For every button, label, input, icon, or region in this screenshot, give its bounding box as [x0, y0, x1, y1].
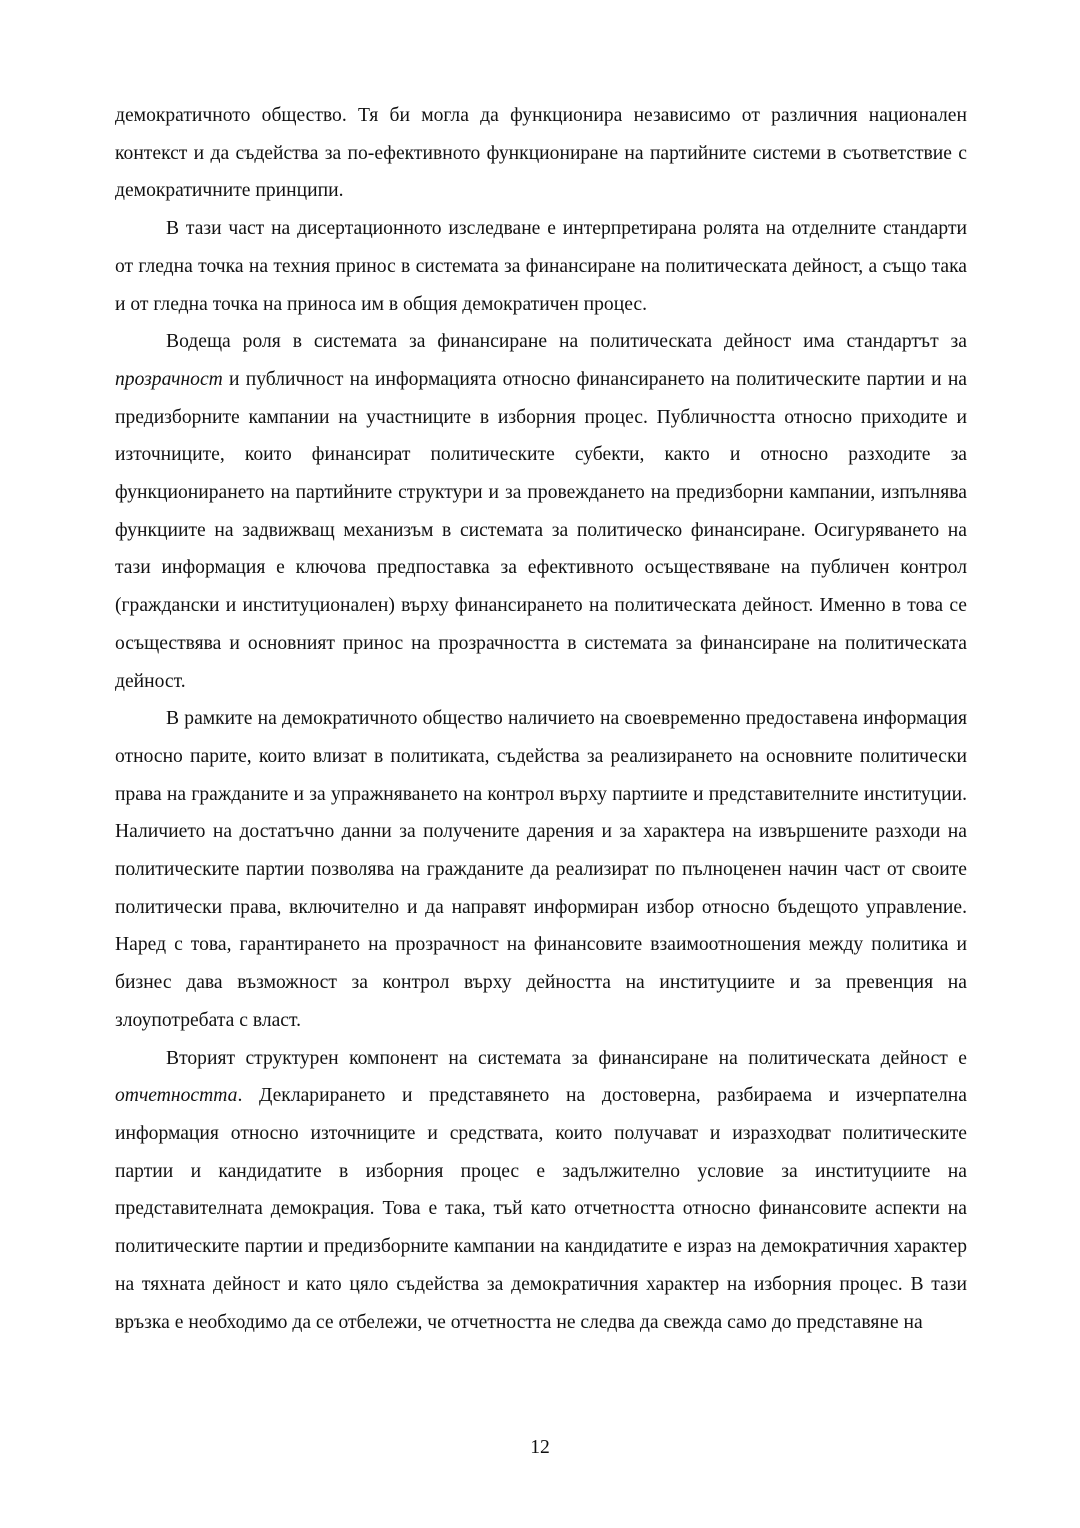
paragraph-4: В рамките на демократичното общество наличието на своевременно предоставена информация относно парите, които влизат в политиката, съдейства за реализирането на основните политически права на гражданите и за упражняването на контрол върху партиите и представителните институции. Наличието на достатъчно данни за получените дарения и за характера на извършените разходи на политическите партии позволява на гражданите да реализират по пълноценен начин част от своите политически права, включително и да направят информиран избор относно бъдещото управление. Наред с това, гарантирането на прозрачност на финансовите взаимоотношения между политика и бизнес дава възможност за контрол върху дейността на институциите и за превенция на злоупотребата с власт. — [115, 708, 967, 1031]
paragraph-1: демократичното общество. Тя би могла да функционира независимо от различния национален контекст и да съдейства за по-ефективното функциониране на партийните системи в съответствие с демократичните принципи. — [115, 105, 967, 202]
paragraph-3-lead: Водеща роля в системата за финансиране на политическата дейност има стандартът за — [166, 331, 967, 353]
paragraph-2: В тази част на дисертационното изследване е интерпретирана ролята на отделните стандарти от гледна точка на техния принос в системата за финансиране на политическата дейност, а също така и от гледна точка на приноса им в общия демократичен процес. — [115, 218, 967, 315]
term-accountability: отчетността — [115, 1085, 238, 1107]
paragraph-5-rest: . Декларирането и представянето на достоверна, разбираема и изчерпателна информация относно източниците и средствата, които получават и изразходват политическите партии и кандидатите в изборния процес е задължително условие за институциите на представителната демокрация. Това е така, тъй като отчетността относно финансовите аспекти на политическите партии и предизборните кампании на кандидатите е израз на демократичния характер на тяхната дейност и като цяло съдейства за демократичния характер на изборния процес. В тази връзка е необходимо да се отбележи, че отчетността не следва да свежда само до представяне на — [115, 1085, 967, 1333]
paragraph-3 — [115, 323, 967, 700]
body-text — [115, 97, 967, 1341]
paragraph-3-rest: и публичност на информацията относно финансирането на политическите партии и на предизборните кампании на участниците в изборния процес. Публичността относно приходите и източниците, които финансират политическите субекти, както и относно разходите за функционирането на партийните структури и за провеждането на предизборни кампании, изпълнява функциите на задвижващ механизъм в системата за политическо финансиране. Осигуряването на тази информация е ключова предпоставка за ефективното осъществяване на публичен контрол (граждански и институционален) върху финансирането на политическата дейност. Именно в това се осъществява и основният принос на прозрачността в системата за финансиране на политическата дейност. — [115, 368, 967, 692]
paragraph-5 — [115, 1040, 967, 1342]
paragraph-5-lead: Вторият структурен компонент на системата за финансиране на политическата дейност е — [166, 1047, 967, 1069]
term-transparency: прозрачност — [115, 368, 223, 390]
page-number: 12 — [530, 1437, 550, 1458]
